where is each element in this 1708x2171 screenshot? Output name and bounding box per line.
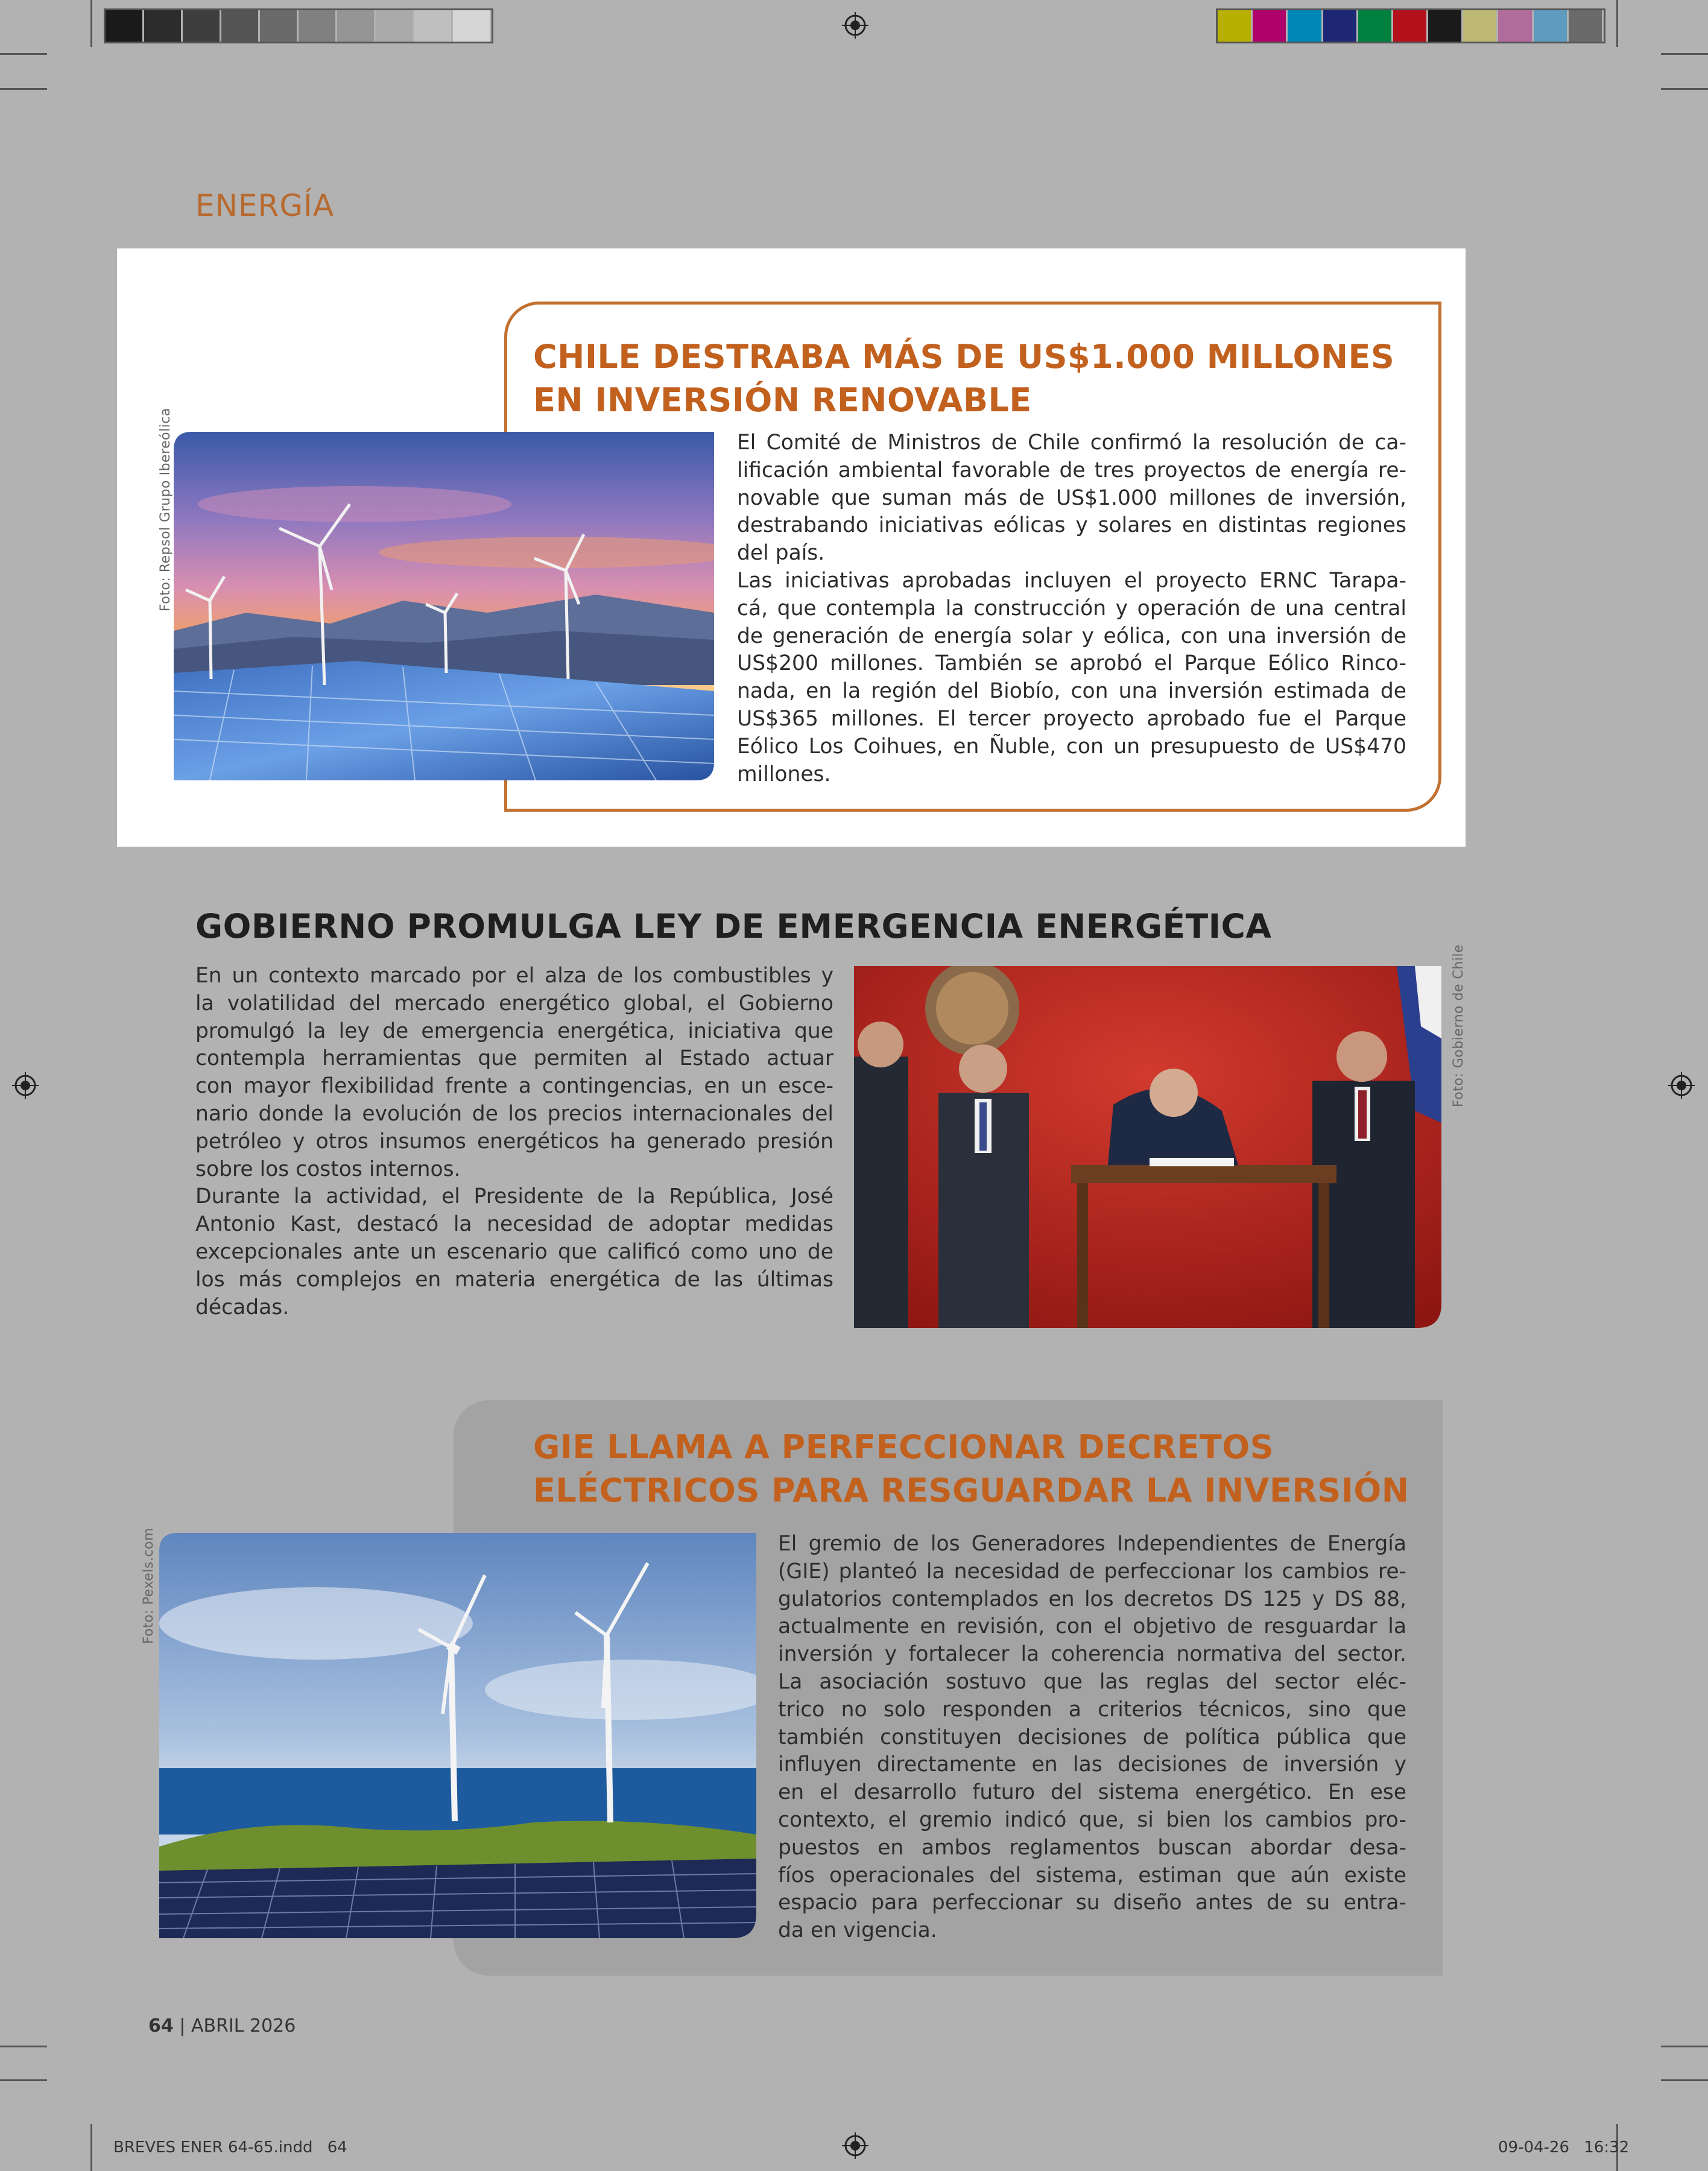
body-line: fíos operacionales del sistema, estiman que aún existe (778, 1863, 1406, 1888)
article1-lines (737, 429, 1406, 788)
body-line: En un contexto marcado por el alza de los combustibles y (195, 964, 833, 988)
article2-lines (195, 962, 833, 1321)
article3-body (778, 1531, 1406, 1945)
color-swatch (453, 10, 490, 42)
body-line: trico no solo responden a criterios técnicos, sino que (778, 1697, 1406, 1722)
body-line: da en vigencia. (778, 1918, 937, 1943)
photo-credit: Foto: Pexels.com (141, 1528, 156, 1644)
color-swatch (1288, 10, 1321, 42)
slug-page: 64 (327, 2138, 347, 2157)
body-line: US$200 millones. También se aprobó el Parque Eólico Rinco- (737, 651, 1406, 676)
color-swatch (337, 10, 374, 42)
article3-lines (778, 1531, 1406, 1945)
body-line: sobre los costos internos. (195, 1157, 461, 1181)
crop-mark (1661, 2046, 1708, 2047)
color-swatch (299, 10, 335, 42)
body-line: contexto, el gremio indicó que, si bien los cambios pro- (778, 1807, 1406, 1832)
headline-line: EN INVERSIÓN RENOVABLE (533, 381, 1032, 419)
color-swatch (1569, 10, 1602, 42)
color-calibration-bar (1216, 8, 1605, 43)
color-swatch (183, 10, 220, 42)
body-line: El Comité de Ministros de Chile confirmó la resolución de ca- (737, 431, 1406, 455)
color-swatch (1358, 10, 1391, 42)
body-line: con mayor flexibilidad frente a contingencias, en un esce- (195, 1074, 833, 1099)
article1-headline (533, 335, 1394, 422)
wind-turbines-solar-field-photo (159, 1533, 756, 1938)
body-line: Antonio Kast, destacó la necesidad de adoptar medidas (195, 1212, 833, 1237)
slug-filename (113, 2138, 347, 2157)
folio-separator: | (179, 2015, 186, 2037)
color-swatch (1323, 10, 1356, 42)
body-line: influyen directamente en las decisiones de inversión y (778, 1752, 1406, 1777)
body-line: millones. (737, 762, 831, 786)
body-line: Durante la actividad, el Presidente de la República, José (195, 1184, 833, 1209)
body-line: La asociación sostuvo que las reglas del sector eléc- (778, 1669, 1406, 1694)
body-line: US$365 millones. El tercer proyecto aprobado fue el Parque (737, 706, 1406, 731)
page-folio (148, 2015, 296, 2037)
issue-date: ABRIL 2026 (191, 2015, 296, 2037)
registration-mark-icon (842, 12, 868, 39)
color-swatch (144, 10, 181, 42)
color-swatch (1253, 10, 1286, 42)
article1-body (737, 429, 1406, 788)
photo-credit: Foto: Gobierno de Chile (1451, 944, 1466, 1107)
color-swatch (1498, 10, 1531, 42)
crop-mark (0, 2046, 47, 2047)
body-line: Eólico Los Coihues, en Ñuble, con un presupuesto de US$470 (737, 734, 1406, 759)
slug-timestamp (1498, 2138, 1629, 2157)
color-swatch (1428, 10, 1461, 42)
registration-mark-icon (1668, 1072, 1695, 1099)
body-line: puestos en ambos reglamentos buscan abordar desa- (778, 1835, 1406, 1860)
crop-mark (0, 88, 47, 90)
body-line: espacio para perfeccionar su diseño antes de su entra- (778, 1891, 1406, 1915)
body-line: Las iniciativas aprobadas incluyen el proyecto ERNC Tarapa- (737, 568, 1406, 593)
crop-mark (1616, 0, 1618, 47)
color-swatch (260, 10, 297, 42)
crop-mark (1661, 2079, 1708, 2081)
body-line: El gremio de los Generadores Independientes de Energía (778, 1532, 1406, 1556)
body-line: (GIE) planteó la necesidad de perfeccionar los cambios re- (778, 1559, 1406, 1584)
crop-mark (1661, 53, 1708, 55)
law-signing-ceremony-photo (854, 966, 1441, 1328)
article3-headline (533, 1426, 1409, 1512)
page-number: 64 (148, 2015, 174, 2037)
body-line: promulgó la ley de emergencia energética, iniciativa que (195, 1019, 833, 1043)
body-line: novable que suman más de US$1.000 millones de inversión, (737, 485, 1406, 510)
body-line: gulatorios contemplados en los decretos DS 125 y DS 88, (778, 1587, 1406, 1611)
body-line: destrabando iniciativas eólicas y solares en distintas regiones (737, 513, 1406, 538)
slug-time: 16:32 (1584, 2138, 1630, 2157)
color-swatch (1393, 10, 1426, 42)
body-line: excepcionales ante un escenario que calificó como uno de (195, 1239, 833, 1264)
grayscale-calibration-bar (104, 8, 493, 43)
body-line: también constituyen decisiones de política pública que (778, 1725, 1406, 1749)
crop-mark (0, 53, 47, 55)
color-swatch (221, 10, 258, 42)
crop-mark (0, 2079, 47, 2081)
crop-mark (1661, 88, 1708, 90)
section-label: ENERGÍA (195, 188, 335, 223)
crop-mark (90, 0, 92, 47)
body-line: los más complejos en materia energética de las últimas (195, 1267, 833, 1292)
body-line: nada, en la región del Biobío, con una inversión estimada de (737, 679, 1406, 704)
body-line: contempla herramientas que permiten al Estado actuar (195, 1046, 833, 1071)
body-line: la volatilidad del mercado energético global, el Gobierno (195, 991, 833, 1016)
body-line: del país. (737, 541, 825, 566)
registration-mark-icon (12, 1072, 39, 1099)
headline-line: ELÉCTRICOS PARA RESGUARDAR LA INVERSIÓN (533, 1471, 1409, 1509)
body-line: petróleo y otros insumos energéticos ha generado presión (195, 1129, 833, 1154)
color-swatch (414, 10, 451, 42)
body-line: inversión y fortalecer la coherencia normativa del sector. (778, 1642, 1406, 1667)
body-line: en el desarrollo futuro del sistema energético. En ese (778, 1780, 1406, 1805)
headline-line: CHILE DESTRABA MÁS DE US$1.000 MILLONES (533, 338, 1395, 376)
article2-body (195, 962, 833, 1321)
headline-line: GIE LLAMA A PERFECCIONAR DECRETOS (533, 1428, 1274, 1466)
color-swatch (1534, 10, 1567, 42)
color-swatch (1463, 10, 1496, 42)
color-swatch (1218, 10, 1251, 42)
photo-credit: Foto: Repsol Grupo Ibereólica (158, 408, 173, 611)
body-line: cá, que contempla la construcción y operación de una central (737, 596, 1406, 621)
crop-mark (90, 2124, 92, 2171)
article2-headline: GOBIERNO PROMULGA LEY DE EMERGENCIA ENERGÉTICA (195, 907, 1272, 946)
body-line: actualmente en revisión, con el objetivo de resguardar la (778, 1614, 1406, 1639)
body-line: de generación de energía solar y eólica, con una inversión de (737, 624, 1406, 648)
body-line: décadas. (195, 1295, 289, 1319)
slug-date: 09-04-26 (1498, 2138, 1570, 2157)
color-swatch (106, 10, 142, 42)
slug-file: BREVES ENER 64-65.indd (113, 2138, 313, 2157)
body-line: lificación ambiental favorable de tres proyectos de energía re- (737, 458, 1406, 482)
registration-mark-icon (842, 2132, 868, 2159)
wind-solar-sunset-photo (174, 432, 714, 780)
body-line: nario donde la evolución de los precios internacionales del (195, 1101, 833, 1126)
color-swatch (376, 10, 413, 42)
